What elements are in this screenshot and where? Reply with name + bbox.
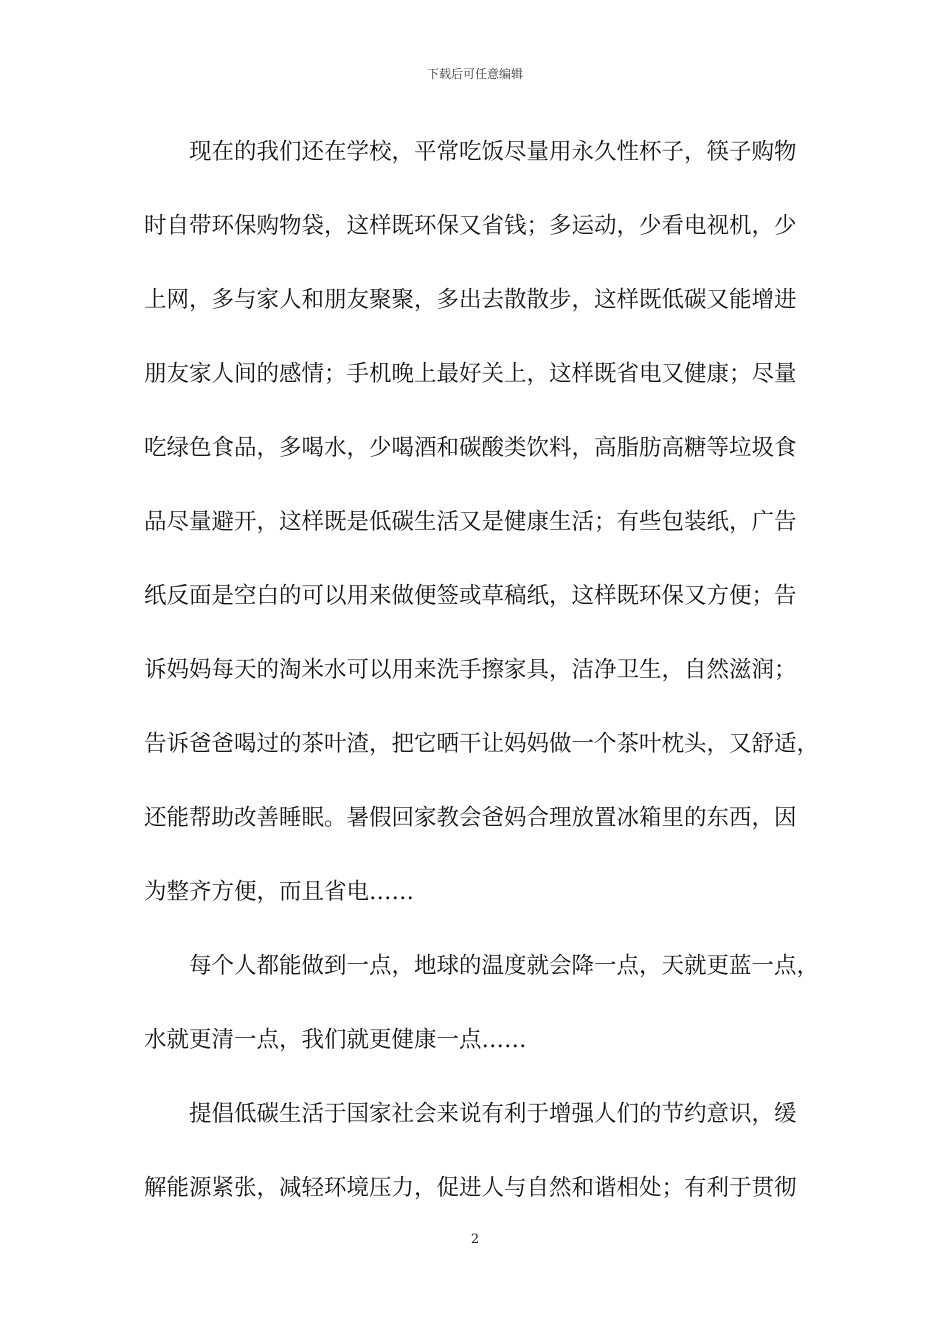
text-line: 吃绿色食品，多喝水，少喝酒和碳酸类饮料，高脂肪高糖等垃圾食 (144, 435, 797, 461)
text-line: 上网，多与家人和朋友聚聚，多出去散散步，这样既低碳又能增进 (144, 287, 797, 313)
text-line: 提倡低碳生活于国家社会来说有利于增强人们的节约意识，缓 (144, 1101, 797, 1127)
text-line: 还能帮助改善睡眠。暑假回家教会爸妈合理放置冰箱里的东西，因 (144, 805, 797, 831)
text-line: 朋友家人间的感情；手机晚上最好关上，这样既省电又健康；尽量 (144, 361, 797, 387)
text-line: 解能源紧张，减轻环境压力，促进人与自然和谐相处；有利于贯彻 (144, 1175, 797, 1201)
text-line: 诉妈妈每天的淘米水可以用来洗手擦家具，洁净卫生，自然滋润； (144, 657, 797, 683)
body-text (144, 133, 824, 1243)
text-line: 时自带环保购物袋，这样既环保又省钱；多运动，少看电视机，少 (144, 213, 797, 239)
text-line: 品尽量避开，这样既是低碳生活又是健康生活；有些包装纸，广告 (144, 509, 797, 535)
text-line: 水就更清一点，我们就更健康一点…… (144, 1027, 527, 1053)
text-line: 每个人都能做到一点，地球的温度就会降一点，天就更蓝一点， (144, 953, 820, 979)
text-line: 现在的我们还在学校，平常吃饭尽量用永久性杯子，筷子购物 (144, 139, 797, 165)
text-line: 告诉爸爸喝过的茶叶渣，把它晒干让妈妈做一个茶叶枕头，又舒适， (144, 731, 820, 757)
text-line: 为整齐方便，而且省电…… (144, 879, 415, 905)
text-line: 纸反面是空白的可以用来做便签或草稿纸，这样既环保又方便；告 (144, 583, 797, 609)
page-number: 2 (470, 1232, 480, 1247)
page-header: 下载后可任意编辑 (426, 67, 523, 81)
